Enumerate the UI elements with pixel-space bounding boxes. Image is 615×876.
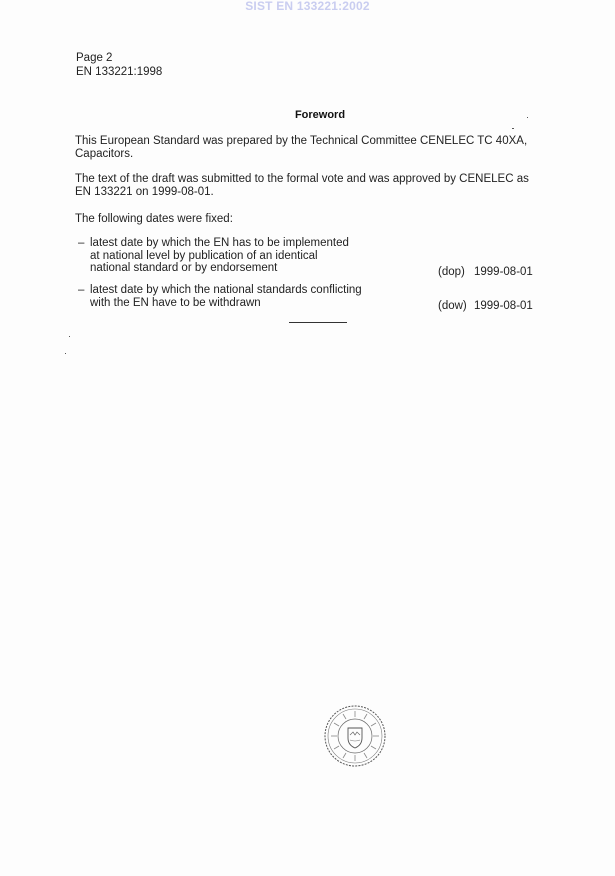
official-seal-stamp: [323, 704, 387, 768]
date-item-dow: [78, 284, 548, 314]
paragraph-committee: [75, 135, 565, 160]
date-item-dop: [78, 237, 548, 277]
scan-speck: [65, 353, 66, 354]
date-item-line: with the EN have to be withdrawn: [90, 296, 261, 309]
date-value: 1999-08-01: [474, 300, 533, 312]
date-item-line: latest date by which the EN has to be implemented: [90, 237, 349, 249]
date-value: 1999-08-01: [474, 266, 533, 278]
date-code: (dow): [438, 300, 467, 312]
paragraph-approval: [75, 173, 565, 198]
date-item-line: at national level by publication of an identical: [90, 249, 318, 262]
list-dash: –: [78, 237, 85, 249]
date-item-text: [90, 237, 390, 275]
list-dash: –: [78, 284, 85, 296]
watermark: SIST EN 133221:2002: [245, 0, 370, 13]
paragraph-line: This European Standard was prepared by the Technical Committee CENELEC TC 40XA,: [75, 135, 528, 147]
date-code: (dop): [438, 266, 465, 278]
section-title: Foreword: [294, 109, 346, 121]
paragraph-line: The text of the draft was submitted to the formal vote and was approved by CENELEC as: [75, 173, 529, 185]
page-header: [76, 51, 162, 79]
end-rule: [289, 322, 347, 323]
date-item-text: [90, 284, 390, 309]
scan-speck: [69, 336, 70, 337]
page-number: Page 2: [76, 52, 113, 64]
date-item-line: latest date by which the national standards conflicting: [90, 284, 362, 296]
scan-speck: [527, 117, 528, 118]
scan-speck: [512, 128, 514, 129]
paragraph-dates-intro: The following dates were fixed:: [75, 213, 233, 225]
document-id: EN 133221:1998: [76, 66, 163, 78]
paragraph-line: EN 133221 on 1999-08-01.: [75, 185, 214, 198]
date-item-line: national standard or by endorsement: [90, 262, 278, 274]
paragraph-line: Capacitors.: [75, 147, 134, 160]
